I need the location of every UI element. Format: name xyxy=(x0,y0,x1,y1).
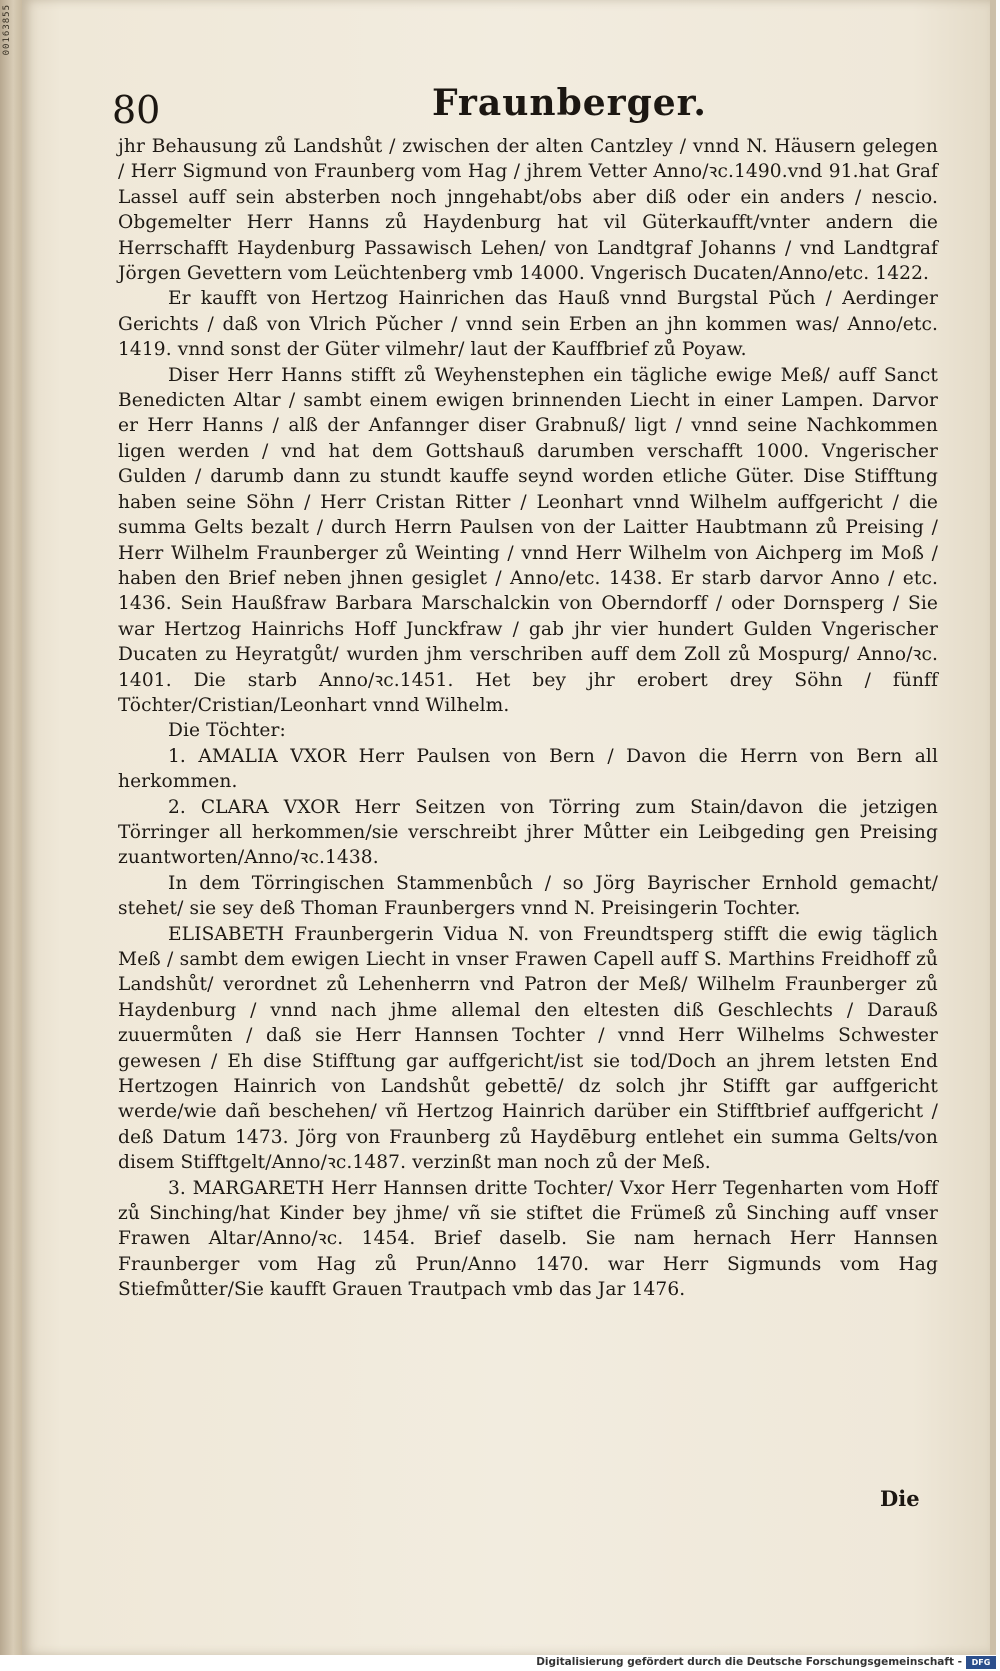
page-number: 80 xyxy=(112,88,161,132)
paragraph-kaufft: Er kaufft von Hertzog Hainrichen das Hauß vnnd Burgstal Pǔch / Aerdinger Gerichts / daß von Vlrich Pǔcher / vnnd sein Erben an jhn kommen was/ Anno/etc. 1419. vnnd sonst der Güter vilmehr/ laut der Kauffbrief zů Poyaw. xyxy=(118,288,938,361)
funding-credit: Digitalisierung gefördert durch die Deutsche Forschungsgemeinschaft - xyxy=(536,1656,962,1668)
running-title: Fraunberger. xyxy=(432,82,707,124)
shelfmark-label: 00163855 xyxy=(2,4,12,56)
catchword: Die xyxy=(880,1486,920,1511)
dfg-logo-icon: DFG xyxy=(966,1656,996,1669)
paragraph-stammenbuch: In dem Törringischen Stammenbůch / so Jörg Bayrischer Ernhold gemacht/ stehet/ sie sey deß Thoman Fraunbergers vnnd N. Preisingerin Tochter. xyxy=(118,872,938,920)
paragraph-amalia: 1. AMALIA VXOR Herr Paulsen von Bern / Davon die Herrn von Bern all herkommen. xyxy=(118,745,938,793)
paragraph-margareth: 3. MARGARETH Herr Hannsen dritte Tochter/ Vxor Herr Tegenharten vom Hoff zů Sinching/hat Kinder bey jhme/ vñ sie stiftet die Frümeß zů Sinching auff vnser Frawen Altar/Anno/ꝛc. 1454. Brief daselb. Sie nam hernach Herr Hannsen Fraunberger vom Hag zů Prun/Anno 1470. war Herr Sigmunds vom Hag Stiefmůtter/Sie kaufft Grauen Trautpach vmb das Jar 1476. xyxy=(118,1177,938,1301)
footer-bar xyxy=(0,1655,1000,1671)
paragraph-behausung: jhr Behausung zů Landshůt / zwischen der alten Cantzley / vnnd N. Häusern gelegen / Herr Sigmund von Fraunberg vom Hag / jhrem Vetter Anno/ꝛc.1490.vnd 91.hat Graf Lassel auff sein absterben noch jnngehabt/obs aber diß oder ein anders / nescio. Obgemelter Herr Hanns zů Haydenburg hat vil Güterkaufft/vnter andern die Herrschafft Haydenburg Passawisch Lehen/ von Landtgraf Johanns / vnd Landtgraf Jörgen Gevettern vom Leüchtenberg vmb 14000. Vngerisch Ducaten/Anno/etc. 1422. xyxy=(118,136,938,285)
daughters-heading: Die Töchter: xyxy=(168,720,286,742)
book-spine xyxy=(0,0,22,1660)
paragraph-elisabeth: ELISABETH Fraunbergerin Vidua N. von Freundtsperg stifft die ewig täglich Meß / sambt dem ewigen Liecht in vnser Frawen Capell auff S. Marthins Freidhoff zů Landshůt/ verordnet zů Lehenherrn vnd Patron der Meß/ Wilhelm Fraunberger zů Haydenburg / vnnd nach jhme allemal den eltesten diß Geschlechts / Darauß zuuermůten / daß sie Herr Hannsen Tochter / vnnd Herr Wilhelms Schwester gewesen / Eh dise Stifftung gar auffgericht/ist sie tod/Doch an jhrem letsten End Hertzogen Hainrich von Landshůt gebettē/ dz solch jhr Stifft gar auffgericht werde/wie dañ beschehen/ vñ Hertzog Hainrich darüber ein Stifftbrief auffgericht / deß Datum 1473. Jörg von Fraunberg zů Haydēburg entlehet ein summa Gelts/von disem Stifftgelt/Anno/ꝛc.1487. verzinßt man noch zů der Meß. xyxy=(118,923,938,1174)
paragraph-clara: 2. CLARA VXOR Herr Seitzen von Törring zum Stain/davon die jetzigen Törringer all herkommen/sie verschreibt jhrer Můtter ein Leibgeding gen Preising zuantworten/Anno/ꝛc.1438. xyxy=(118,796,938,869)
page-header xyxy=(112,82,952,132)
paragraph-stifftung: Diser Herr Hanns stifft zů Weyhenstephen ein tägliche ewige Meß/ auff Sanct Benedicten Altar / sambt einem ewigen brinnenden Liecht in einer Lampen. Darvor er Herr Hanns / alß der Anfannger diser Grabnuß/ ligt / vnnd seine Nachkommen ligen werden / vnd hat dem Gottshauß darumben verschafft 1000. Vngerischer Gulden / darumb dann zu stundt kauffe seynd worden etliche Güter. Dise Stifftung haben seine Söhn / Herr Cristan Ritter / Leonhart vnnd Wilhelm auffgericht / die summa Gelts bezalt / durch Herrn Paulsen von der Laitter Haubtmann zů Preising / Herr Wilhelm Fraunberger zů Weinting / vnnd Herr Wilhelm von Aichperg im Moß / haben den Brief neben jhnen gesiglet / Anno/etc. 1438. Er starb darvor Anno / etc. 1436. Sein Haußfraw Barbara Marschalckin von Oberndorff / oder Dornsperg / Sie war Hertzog Hainrichs Hoff Junckfraw / gab jhr vier hundert Gulden Vngerischer Ducaten zu Heyratgůt/ wurden jhm verschriben auff dem Zoll zů Mospurg/ Anno/ꝛc. 1401. Die starb Anno/ꝛc.1451. Het bey jhr erobert drey Söhn / fünff Töchter/Cristian/Leonhart vnnd Wilhelm. xyxy=(118,364,938,716)
body-text xyxy=(118,134,938,1303)
